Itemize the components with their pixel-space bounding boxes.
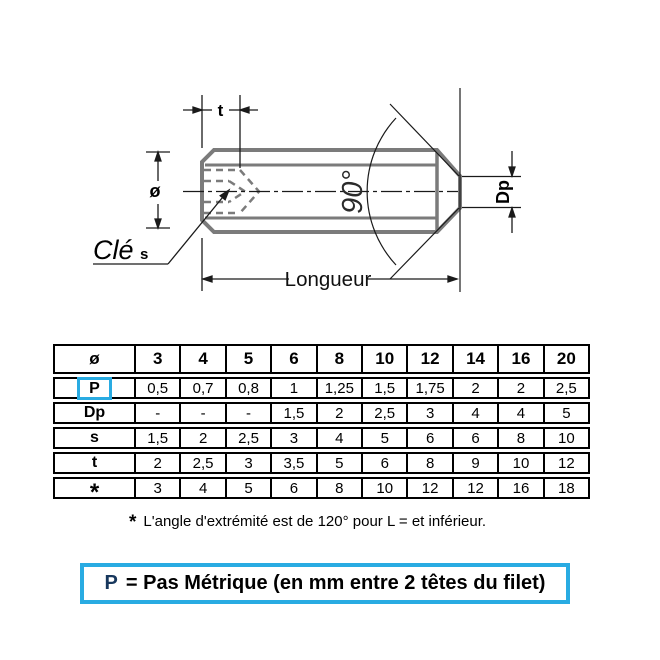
table-cell: 10: [558, 429, 575, 447]
footnote-text: L'angle d'extrémité est de 120° pour L = et inférieur.: [143, 513, 487, 530]
table-cell: 1,75: [408, 379, 453, 397]
table-cell: 9: [454, 454, 499, 472]
table-cell: 6: [454, 429, 499, 447]
table-cell: 1,5: [136, 429, 181, 447]
table-cell: 4: [318, 429, 363, 447]
arrow-icon: [193, 107, 202, 113]
table-cell: 2: [181, 429, 226, 447]
table-header-size: 4: [181, 346, 226, 372]
table-cell: 12: [558, 454, 575, 472]
table-cell: 5: [318, 454, 363, 472]
table-cell: 2: [318, 404, 363, 422]
table-cell: 12: [408, 479, 453, 497]
table-header-size: 16: [499, 346, 544, 372]
key-size-label: s: [140, 246, 149, 263]
dimension-dp-label: Dp: [493, 180, 513, 204]
table-cell: 6: [363, 454, 408, 472]
legend-definition: = Pas Métrique (en mm entre 2 têtes du filet): [125, 572, 546, 594]
table-cell: 2,5: [181, 454, 226, 472]
spec-table: [53, 344, 590, 506]
legend-box: [80, 563, 570, 604]
arrow-icon: [155, 219, 161, 228]
table-cell: 8: [408, 454, 453, 472]
table-cell: 1: [272, 379, 317, 397]
table-header-diameter: ø: [55, 346, 136, 372]
table-row-star: [53, 477, 590, 506]
table-cell: 2,5: [555, 379, 577, 397]
row-label: t: [55, 454, 136, 472]
table-cell: 2,5: [227, 429, 272, 447]
table-cell: 1,5: [272, 404, 317, 422]
table-cell: 4: [454, 404, 499, 422]
table-cell: -: [136, 404, 181, 422]
table-cell: 5: [562, 404, 571, 422]
table-cell: 16: [499, 479, 544, 497]
table-cell: 6: [272, 479, 317, 497]
table-cell: 8: [499, 429, 544, 447]
table-cell: 10: [499, 454, 544, 472]
table-cell: 0,8: [227, 379, 272, 397]
table-header-size: 12: [408, 346, 453, 372]
table-header-size: 14: [454, 346, 499, 372]
table-header-size: 5: [227, 346, 272, 372]
table-cell: 4: [181, 479, 226, 497]
row-label: s: [55, 429, 136, 447]
table-row-p: [53, 377, 590, 399]
table-row-dp: [53, 402, 590, 424]
table-cell: 1,25: [318, 379, 363, 397]
table-cell: 2,5: [363, 404, 408, 422]
highlight-box: P: [77, 377, 112, 400]
table-cell: 12: [454, 479, 499, 497]
footnote: [129, 512, 486, 534]
table-cell: 4: [499, 404, 544, 422]
table-cell: 3: [227, 454, 272, 472]
row-label: Dp: [55, 404, 136, 422]
table-cell: -: [181, 404, 226, 422]
table-header-size: 6: [272, 346, 317, 372]
row-label: *: [55, 479, 136, 497]
table-cell: 0,5: [136, 379, 181, 397]
table-row-t: [53, 452, 590, 474]
table-cell: 3: [272, 429, 317, 447]
arrow-icon: [155, 152, 161, 161]
table-header-size: 3: [136, 346, 181, 372]
arrow-icon: [509, 208, 515, 217]
arrow-icon: [448, 276, 457, 282]
table-header-size: 20: [556, 349, 576, 368]
table-cell: 5: [227, 479, 272, 497]
arrow-icon: [509, 167, 515, 176]
table-cell: 6: [408, 429, 453, 447]
dimension-length-label: Longueur: [284, 268, 372, 291]
table-cell: 2: [136, 454, 181, 472]
table-cell: 1,5: [363, 379, 408, 397]
table-header-size: 8: [318, 346, 363, 372]
table-cell: 3,5: [272, 454, 317, 472]
table-cell: 5: [363, 429, 408, 447]
table-cell: 18: [558, 479, 575, 497]
table-cell: 3: [136, 479, 181, 497]
key-callout-label: Clé: [93, 235, 134, 265]
arrow-icon: [203, 276, 212, 282]
dimension-t-label: t: [217, 101, 224, 120]
table-cell: 0,7: [181, 379, 226, 397]
dimension-diameter-label: ø: [149, 181, 161, 201]
table-cell: 2: [499, 379, 544, 397]
cone-angle-label: 90°: [337, 170, 369, 214]
table-row-s: [53, 427, 590, 449]
table-cell: -: [227, 404, 272, 422]
table-cell: 8: [318, 479, 363, 497]
footnote-asterisk-icon: *: [129, 512, 137, 533]
legend-term: P: [104, 572, 118, 594]
table-cell: 10: [363, 479, 408, 497]
spec-table-body: [53, 377, 590, 506]
table-cell: 3: [408, 404, 453, 422]
table-cell: 2: [454, 379, 499, 397]
arrow-icon: [240, 107, 249, 113]
row-label: [55, 379, 136, 397]
table-header-size: 10: [363, 346, 408, 372]
spec-table-header-row: [53, 344, 590, 374]
